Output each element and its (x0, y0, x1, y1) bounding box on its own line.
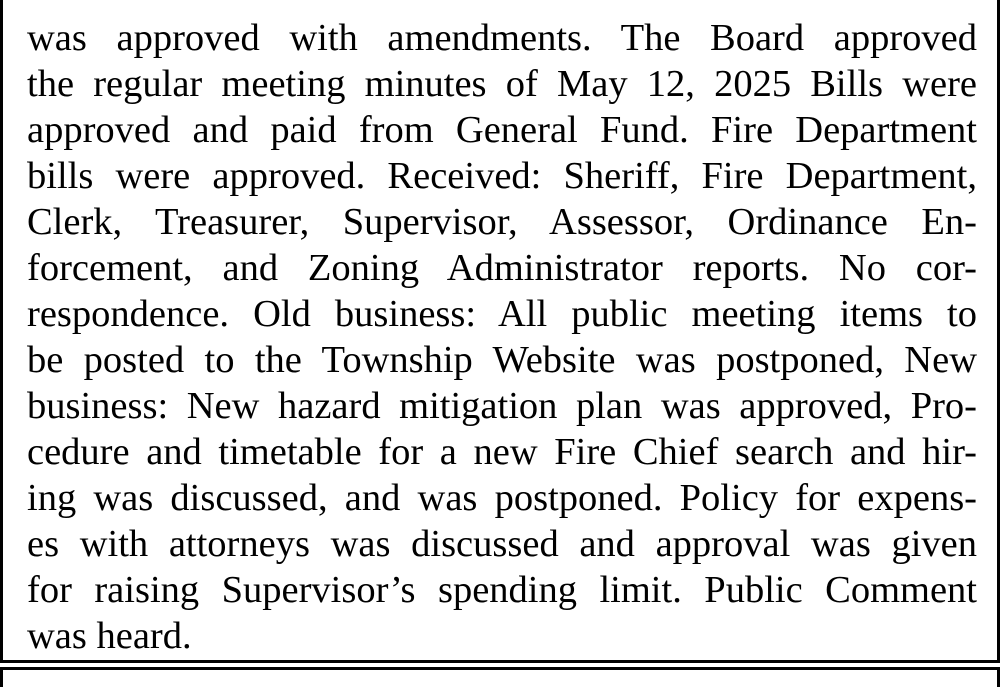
notice-line: was approved with amendments. The Board approved (27, 17, 977, 59)
notice-line: ing was discussed, and was postponed. Policy for expens- (27, 477, 977, 519)
notice-line: Clerk, Treasurer, Supervisor, Assessor, Ordinance En- (27, 201, 977, 243)
notice-line: respondence. Old business: All public meeting items to (27, 293, 977, 335)
next-notice-box-edge (0, 667, 1000, 687)
notice-line: for raising Supervisor’s spending limit. Public Comment (27, 569, 977, 611)
notice-line: es with attorneys was discussed and approval was given (27, 523, 977, 565)
notice-line: the regular meeting minutes of May 12, 2025 Bills were (27, 63, 977, 105)
notice-line: be posted to the Township Website was postponed, New (27, 339, 977, 381)
notice-line: cedure and timetable for a new Fire Chief search and hir- (27, 431, 977, 473)
notice-body (27, 15, 977, 659)
notice-line-last: was heard. (27, 615, 192, 657)
notice-line: bills were approved. Received: Sheriff, Fire Department, (27, 155, 977, 197)
notice-line: approved and paid from General Fund. Fire Department (27, 109, 977, 151)
notice-line: business: New hazard mitigation plan was approved, Pro- (27, 385, 977, 427)
notice-line: forcement, and Zoning Administrator reports. No cor- (27, 247, 977, 289)
